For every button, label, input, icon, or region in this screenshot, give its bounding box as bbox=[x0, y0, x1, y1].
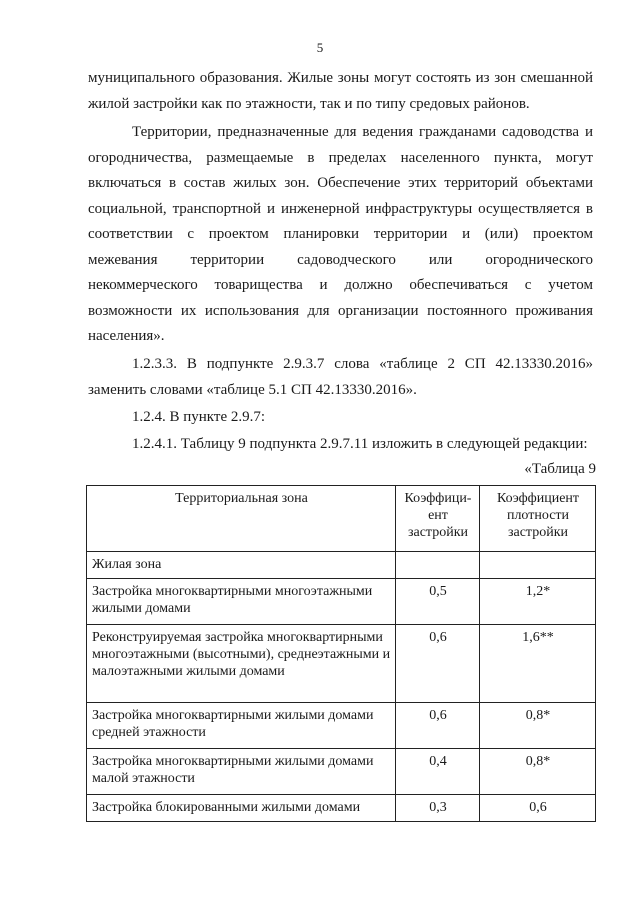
paragraph-2-line: огородничества, размещаемые в пределах населенного пункта, могут bbox=[88, 149, 593, 166]
paragraph-3-line-2: заменить словами «таблице 5.1 СП 42.13330.2016». bbox=[88, 381, 417, 398]
cell-coef-density bbox=[480, 552, 596, 579]
table-row bbox=[87, 579, 596, 625]
cell-coef-density: 1,6** bbox=[480, 625, 596, 703]
cell-zone: Жилая зона bbox=[87, 552, 396, 579]
cell-coef-build: 0,3 bbox=[396, 795, 480, 822]
paragraph-2-line: возможности их использования для организации постоянного проживания bbox=[88, 302, 593, 319]
cell-coef-density: 0,6 bbox=[480, 795, 596, 822]
paragraph-2-line: соответствии с проектом планировки территории и (или) проектом bbox=[88, 226, 593, 242]
cell-coef-density: 0,8* bbox=[480, 703, 596, 749]
cell-coef-build: 0,6 bbox=[396, 703, 480, 749]
cell-zone: Застройка многоквартирными многоэтажными жилыми домами bbox=[87, 579, 396, 625]
paragraph-4 bbox=[88, 405, 593, 431]
header-coef-density: Коэффициент плотности застройки bbox=[480, 486, 596, 552]
cell-zone: Застройка многоквартирными жилыми домами малой этажности bbox=[87, 749, 396, 795]
table-row bbox=[87, 552, 596, 579]
paragraph-1 bbox=[88, 66, 593, 117]
cell-zone: Застройка многоквартирными жилыми домами средней этажности bbox=[87, 703, 396, 749]
cell-zone: Реконструируемая застройка многоквартирными многоэтажными (высотными), среднеэтажными и малоэтажными жилыми домами bbox=[87, 625, 396, 703]
paragraph-2-last-line: населения». bbox=[88, 328, 165, 344]
cell-coef-build: 0,4 bbox=[396, 749, 480, 795]
cell-coef-build: 0,6 bbox=[396, 625, 480, 703]
paragraph-1-line-2: жилой застройки как по этажности, так и по типу средовых районов. bbox=[88, 95, 530, 112]
cell-coef-build bbox=[396, 552, 480, 579]
paragraph-5 bbox=[88, 432, 593, 458]
paragraph-3-line-1: 1.2.3.3. В подпункте 2.9.3.7 слова «таблице 2 СП 42.13330.2016» bbox=[132, 356, 593, 372]
paragraph-1-line-1: муниципального образования. Жилые зоны могут состоять из зон смешанной bbox=[88, 70, 593, 86]
table-caption: «Таблица 9 bbox=[524, 461, 596, 477]
paragraph-2-line: некоммерческого товарищества и должно обеспечиваться с учетом bbox=[88, 277, 593, 293]
paragraph-3 bbox=[88, 352, 593, 403]
paragraph-2 bbox=[88, 120, 593, 350]
table-row bbox=[87, 749, 596, 795]
page-number: 5 bbox=[316, 40, 324, 55]
header-territorial-zone: Территориальная зона bbox=[87, 486, 396, 552]
paragraph-2-line: Территории, предназначенные для ведения гражданами садоводства и bbox=[132, 124, 593, 140]
paragraph-5-line: 1.2.4.1. Таблицу 9 подпункта 2.9.7.11 изложить в следующей редакции: bbox=[132, 436, 588, 452]
header-coef-build: Коэффици-ент застройки bbox=[396, 486, 480, 552]
table-row bbox=[87, 703, 596, 749]
cell-coef-build: 0,5 bbox=[396, 579, 480, 625]
table-row bbox=[87, 795, 596, 822]
cell-coef-density: 1,2* bbox=[480, 579, 596, 625]
paragraph-2-line: межевания территории садоводческого или огороднического bbox=[88, 251, 593, 268]
table-row bbox=[87, 625, 596, 703]
paragraph-4-line: 1.2.4. В пункте 2.9.7: bbox=[132, 409, 266, 425]
cell-zone: Застройка блокированными жилыми домами bbox=[87, 795, 396, 822]
paragraph-2-line: включаться в состав жилых зон. Обеспечение этих территорий объектами bbox=[88, 175, 593, 191]
paragraph-2-line: социальной, транспортной и инженерной инфраструктуры осуществляется в bbox=[88, 200, 593, 217]
table-header-row bbox=[87, 486, 596, 552]
cell-coef-density: 0,8* bbox=[480, 749, 596, 795]
coefficients-table bbox=[86, 485, 596, 822]
